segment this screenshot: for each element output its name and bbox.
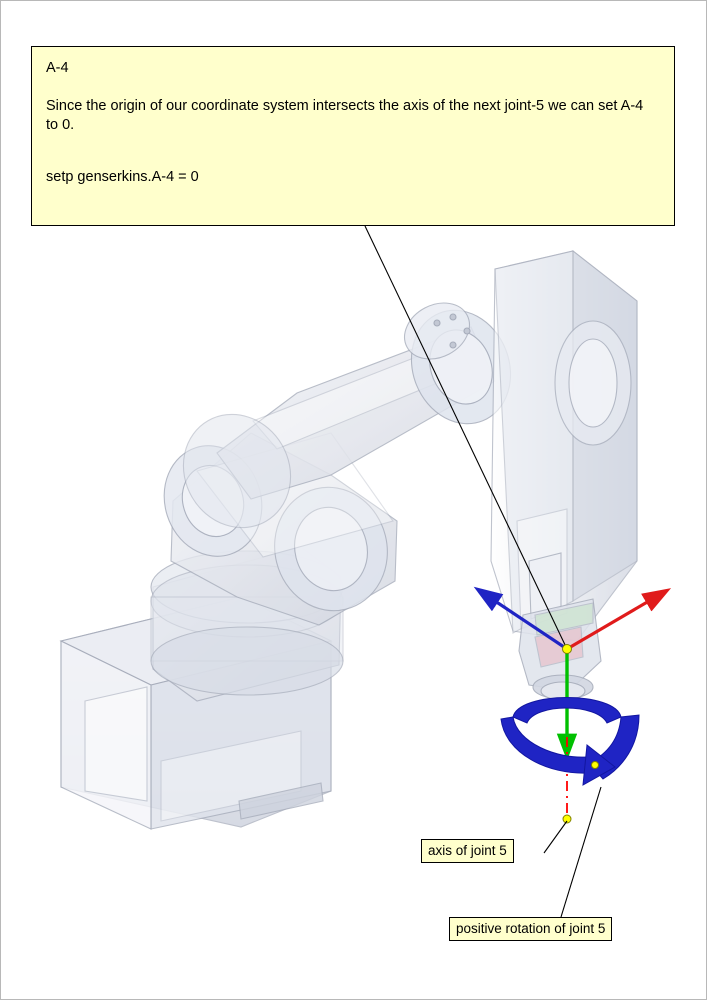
axis-tag-leader-line — [544, 821, 567, 853]
origin-point-icon — [563, 645, 572, 654]
label-positive-rotation-of-joint-5: positive rotation of joint 5 — [449, 917, 612, 941]
joint-axis-dashed-line — [563, 737, 571, 823]
robot-tool-flange — [519, 599, 601, 700]
note-title: A-4 — [46, 60, 69, 76]
label-axis-of-joint-5: axis of joint 5 — [421, 839, 514, 863]
robot-wrist-column — [491, 251, 637, 641]
annotation-note-box — [31, 46, 675, 226]
curved-rotation-arrow-icon — [501, 698, 639, 786]
note-code-line: setp genserkins.A-4 = 0 — [46, 168, 199, 185]
note-body-text: Since the origin of our coordinate system intersects the axis of the next joint-5 we can set A-4 to 0. — [46, 97, 644, 134]
